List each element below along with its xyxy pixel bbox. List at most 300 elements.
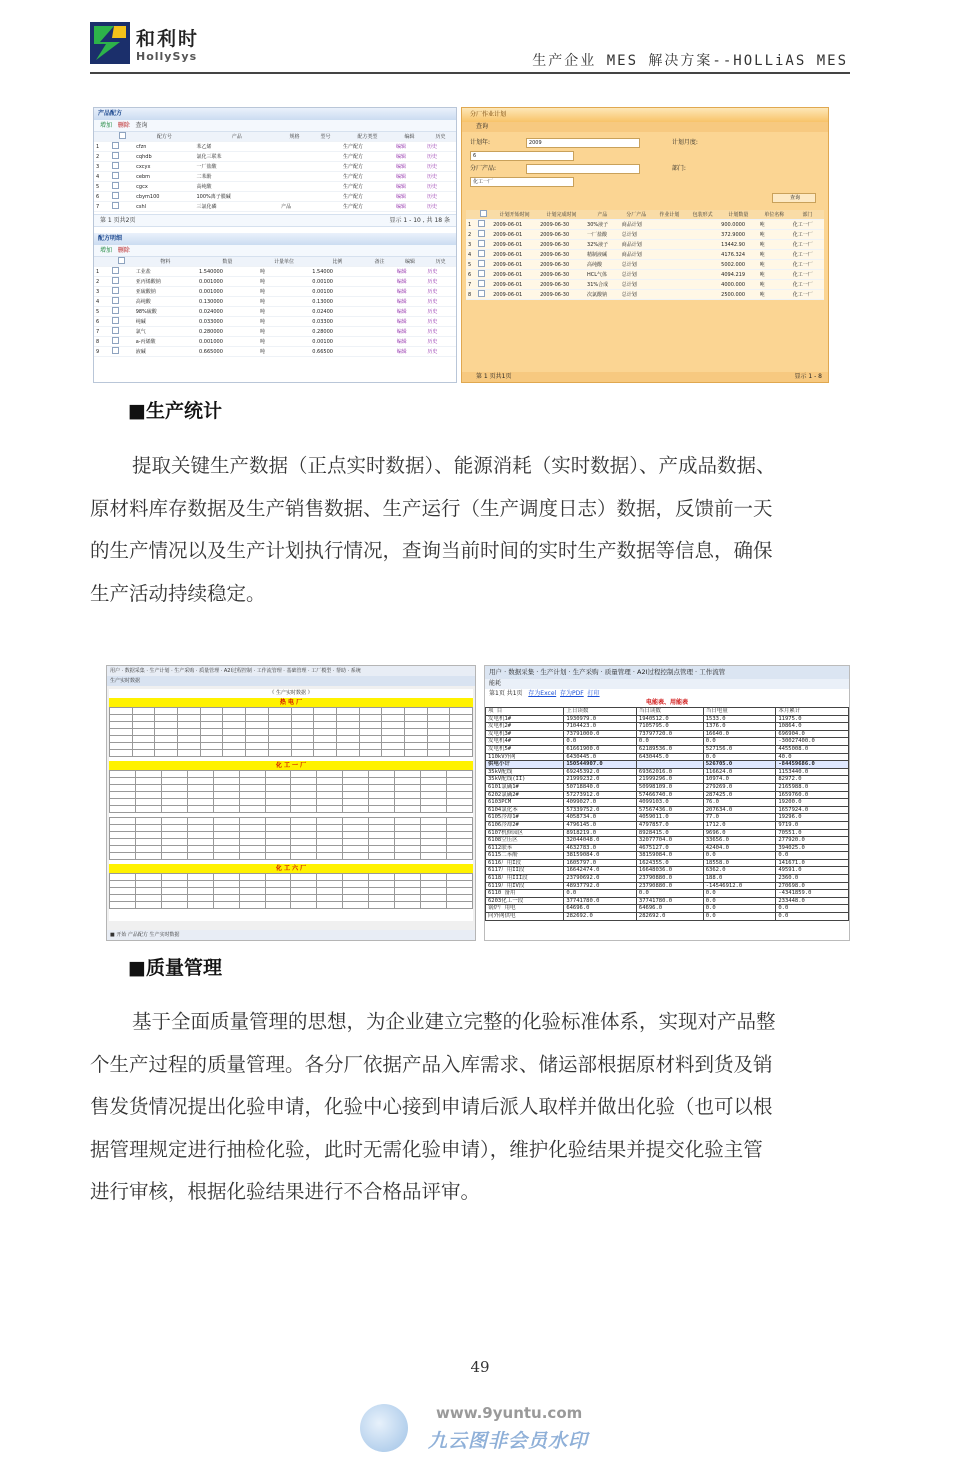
recipe-spec: [279, 172, 310, 182]
grid-cell: [200, 708, 223, 715]
grid-cell: [135, 846, 161, 853]
history-link[interactable]: 历史: [425, 202, 456, 212]
history-link[interactable]: 历史: [425, 182, 456, 192]
table-row[interactable]: [466, 280, 824, 290]
grid-row: [110, 729, 473, 736]
year-input[interactable]: 2009: [526, 138, 640, 148]
row-checkbox[interactable]: [110, 277, 134, 287]
recipe-model: [310, 182, 341, 192]
search-button[interactable]: 查询: [135, 122, 148, 129]
grid-cell: [291, 825, 317, 832]
edit-link[interactable]: 编辑: [395, 347, 426, 357]
main-menu[interactable]: 用户 · 数据采集 · 生产计划 · 生产采购 · 质量管理 · A2I过程控制 · 工作流管理 · 基础管理 · 工厂模型 · 帮助 · 系统: [107, 666, 475, 676]
row-checkbox[interactable]: [476, 280, 491, 290]
table-row[interactable]: [466, 290, 824, 300]
grid-cell: [450, 722, 473, 729]
grid-cell: [213, 771, 239, 778]
edit-link[interactable]: 编辑: [394, 162, 425, 172]
energy-value: 10864.0: [776, 723, 849, 731]
table-row[interactable]: [94, 172, 456, 182]
energy-value: 150544907.0: [564, 761, 637, 769]
table-row[interactable]: [94, 327, 456, 337]
table-row[interactable]: [94, 162, 456, 172]
material-unit: 吨: [258, 277, 310, 287]
row-checkbox[interactable]: [476, 270, 491, 280]
grid-row: [110, 736, 473, 743]
grid-cell: [317, 825, 343, 832]
table-row[interactable]: [466, 260, 824, 270]
table-row[interactable]: [94, 337, 456, 347]
grid-cell: [317, 888, 343, 895]
history-link[interactable]: 历史: [425, 297, 456, 307]
energy-value: 23790880.0: [636, 882, 703, 890]
energy-value: 40.0: [776, 753, 849, 761]
grid-cell: [239, 902, 265, 909]
grid-cell: [291, 750, 314, 757]
grid-cell: [291, 818, 317, 825]
grid-cell: [213, 881, 239, 888]
grid-cell: [213, 874, 239, 881]
history-link[interactable]: 历史: [425, 317, 456, 327]
grid-cell: [343, 778, 369, 785]
recipe-code: cqhdb: [134, 152, 194, 162]
grid-cell: [314, 722, 337, 729]
history-link[interactable]: 历史: [425, 152, 456, 162]
grid-cell: [268, 715, 291, 722]
row-checkbox[interactable]: [110, 317, 134, 327]
row-index: 5: [94, 307, 110, 317]
energy-value: 0.0: [636, 738, 703, 746]
paragraph-line: 售发货情况提出化验申请，化验中心接到申请后派人取样并做出化验（也可以根: [90, 1095, 773, 1118]
grid-cell: [110, 715, 133, 722]
row-checkbox[interactable]: [476, 220, 491, 230]
row-checkbox[interactable]: [110, 337, 134, 347]
plan-unit: 吨: [758, 250, 791, 260]
grid-row: [110, 785, 473, 792]
grid-cell: [343, 895, 369, 902]
grid-cell: [317, 895, 343, 902]
add-button[interactable]: 增加: [100, 247, 113, 254]
table-row[interactable]: [466, 220, 824, 230]
grid-cell: [239, 881, 265, 888]
grid-cell: [421, 806, 447, 813]
grid-cell: [223, 708, 246, 715]
table-row: [486, 768, 849, 776]
grid-cell: [291, 832, 317, 839]
plan-end: 2009-06-30: [538, 250, 585, 260]
edit-link[interactable]: 编辑: [394, 152, 425, 162]
grid-row: [110, 895, 473, 902]
grid-cell: [343, 832, 369, 839]
row-checkbox[interactable]: [110, 152, 134, 162]
col-header: 分厂产品: [620, 210, 653, 220]
grid-cell: [446, 771, 472, 778]
row-checkbox[interactable]: [476, 240, 491, 250]
grid-cell: [268, 750, 291, 757]
energy-value: 1153440.0: [776, 768, 849, 776]
col-header: 规格: [279, 132, 310, 142]
recipe-code: cebm: [134, 172, 194, 182]
grid-cell: [369, 818, 395, 825]
grid-cell: [291, 792, 317, 799]
row-checkbox[interactable]: [110, 182, 134, 192]
grid-cell: [246, 743, 269, 750]
material-unit: 吨: [258, 297, 310, 307]
grid-cell: [110, 818, 136, 825]
edit-link[interactable]: 编辑: [395, 297, 426, 307]
energy-item: 6118厂用III段: [486, 875, 564, 883]
grid-cell: [395, 874, 421, 881]
taskbar[interactable]: ■ 开始 产品配方 生产实时数据: [107, 930, 475, 940]
table-row[interactable]: [94, 317, 456, 327]
month-input[interactable]: 6: [470, 151, 574, 161]
grid-cell: [213, 799, 239, 806]
table-row[interactable]: [94, 287, 456, 297]
grid-cell: [110, 771, 136, 778]
material-ratio: 0.00100: [310, 287, 364, 297]
table-row[interactable]: [466, 240, 824, 250]
row-checkbox[interactable]: [476, 260, 491, 270]
pager-info: 显示 1 - 8: [794, 373, 822, 380]
grid-row: [110, 846, 473, 853]
grid-cell: [343, 771, 369, 778]
energy-value: 1930979.0: [564, 715, 637, 723]
grid-cell: [265, 825, 291, 832]
grid-cell: [110, 895, 136, 902]
edit-link[interactable]: 编辑: [394, 192, 425, 202]
grid-row: [110, 902, 473, 909]
paragraph-line: 生产活动持续稳定。: [90, 581, 266, 605]
plan-factory-product: 商品计划: [620, 250, 653, 260]
table-row: [486, 761, 849, 769]
table-row[interactable]: [94, 182, 456, 192]
history-link[interactable]: 历史: [425, 287, 456, 297]
add-button[interactable]: 增加: [100, 122, 113, 129]
delete-button[interactable]: 删除: [117, 247, 130, 254]
material-unit: 吨: [258, 307, 310, 317]
grid-cell: [110, 743, 133, 750]
col-header: 配方号: [134, 132, 194, 142]
grid-cell: [223, 743, 246, 750]
edit-link[interactable]: 编辑: [395, 267, 426, 277]
grid-cell: [343, 888, 369, 895]
table-row[interactable]: [466, 270, 824, 280]
grid-cell: [404, 722, 427, 729]
grid-cell: [421, 792, 447, 799]
grid-cell: [161, 902, 187, 909]
query-button[interactable]: 查询: [772, 193, 816, 203]
row-checkbox[interactable]: [476, 230, 491, 240]
tab-energy[interactable]: 能耗: [485, 679, 849, 689]
table-row[interactable]: [94, 192, 456, 202]
row-checkbox[interactable]: [110, 297, 134, 307]
energy-value: 527156.0: [703, 745, 776, 753]
col-header: 计划完成时间: [538, 210, 585, 220]
grid-cell: [369, 778, 395, 785]
recipe-model: [310, 152, 341, 162]
row-index: 3: [94, 287, 110, 297]
grid-cell: [317, 771, 343, 778]
row-index: 1: [94, 142, 110, 152]
grid-cell: [135, 799, 161, 806]
plan-factory-product: 总计划: [620, 260, 653, 270]
table-row[interactable]: [94, 347, 456, 357]
plan-start: 2009-06-01: [491, 220, 538, 230]
energy-item: 6119厂用IV段: [486, 882, 564, 890]
section-paragraph-quality: [90, 1001, 852, 1214]
plan-dept: 化工一厂: [791, 270, 824, 280]
material-ratio: 0.28000: [310, 327, 364, 337]
grid-cell: [291, 729, 314, 736]
grid-cell: [110, 825, 136, 832]
energy-value: 38159084.0: [636, 852, 703, 860]
grid-cell: [446, 832, 472, 839]
material-name: 98%硫酸: [134, 307, 197, 317]
row-checkbox[interactable]: [476, 290, 491, 300]
table-row[interactable]: [94, 267, 456, 277]
edit-link[interactable]: 编辑: [395, 277, 426, 287]
recipe-model: [310, 142, 341, 152]
energy-value: 233448.0: [776, 897, 849, 905]
grid-cell: [421, 839, 447, 846]
edit-link[interactable]: 编辑: [394, 142, 425, 152]
energy-item: 6117厂用II段: [486, 867, 564, 875]
grid-cell: [187, 799, 213, 806]
grid-cell: [404, 729, 427, 736]
product-input[interactable]: [526, 164, 640, 174]
grid-cell: [395, 881, 421, 888]
row-index: 6: [466, 270, 476, 280]
edit-link[interactable]: 编辑: [395, 337, 426, 347]
delete-button[interactable]: 删除: [117, 122, 130, 129]
grid-cell: [265, 874, 291, 881]
col-index: [466, 210, 476, 220]
grid-cell: [446, 846, 472, 853]
tab-realtime-data[interactable]: 生产实时数据: [107, 676, 475, 686]
energy-value: 16640.0: [703, 730, 776, 738]
grid-cell: [110, 846, 136, 853]
pager-info: 显示 1 - 10 , 共 18 条: [389, 217, 450, 224]
recipe-code: cfzn: [134, 142, 194, 152]
pager-text[interactable]: 第 1 页共1页: [476, 373, 512, 380]
grid-cell: [110, 750, 133, 757]
row-checkbox[interactable]: [110, 347, 134, 357]
grid-cell: [135, 778, 161, 785]
grid-cell: [110, 722, 133, 729]
table-row[interactable]: [94, 152, 456, 162]
energy-value: 282692.0: [636, 913, 703, 921]
col-header: 作业计划: [653, 210, 686, 220]
row-checkbox[interactable]: [110, 267, 134, 277]
grid-cell: [343, 792, 369, 799]
plan-qty: 4000.000: [719, 280, 757, 290]
material-note: [364, 267, 395, 277]
history-link[interactable]: 历史: [425, 172, 456, 182]
row-checkbox[interactable]: [110, 287, 134, 297]
pager-text[interactable]: 第 1 页共2页: [100, 217, 136, 224]
grid-row: [110, 888, 473, 895]
table-row[interactable]: [94, 142, 456, 152]
edit-link[interactable]: 编辑: [395, 327, 426, 337]
grid-cell: [239, 874, 265, 881]
energy-report-title: 电能表、用能表: [645, 699, 688, 706]
history-link[interactable]: 历史: [425, 327, 456, 337]
history-link[interactable]: 历史: [425, 192, 456, 202]
grid-cell: [161, 818, 187, 825]
col-header: 单位名称: [758, 210, 791, 220]
grid-cell: [421, 902, 447, 909]
grid-cell: [161, 839, 187, 846]
col-header: 比例: [310, 257, 364, 267]
row-checkbox[interactable]: [110, 327, 134, 337]
grid-cell: [314, 750, 337, 757]
table-row: [486, 799, 849, 807]
grid-cell: [395, 839, 421, 846]
table-row: [486, 791, 849, 799]
material-unit: 吨: [258, 287, 310, 297]
energy-value: 7105795.0: [636, 723, 703, 731]
grid-cell: [265, 818, 291, 825]
energy-item: 6106冷却2#: [486, 821, 564, 829]
grid-cell: [265, 846, 291, 853]
grid-cell: [291, 881, 317, 888]
history-link[interactable]: 历史: [425, 307, 456, 317]
logo-english-name: HollySys: [136, 50, 198, 63]
grid-cell: [291, 799, 317, 806]
grid-cell: [382, 743, 405, 750]
grid-cell: [200, 750, 223, 757]
detail-toolbar: [94, 245, 456, 257]
history-link[interactable]: 历史: [425, 277, 456, 287]
row-index: 4: [94, 297, 110, 307]
table-row[interactable]: [94, 277, 456, 287]
edit-link[interactable]: 编辑: [394, 182, 425, 192]
grid-cell: [369, 839, 395, 846]
edit-link[interactable]: 编辑: [395, 317, 426, 327]
material-unit: 吨: [258, 327, 310, 337]
energy-value: 50718840.0: [564, 783, 637, 791]
grid-cell: [110, 778, 136, 785]
row-checkbox[interactable]: [110, 202, 134, 212]
energy-value: 0.0: [776, 913, 849, 921]
grid-cell: [314, 736, 337, 743]
energy-value: 4796145.0: [564, 821, 637, 829]
energy-value: 1657924.0: [776, 806, 849, 814]
energy-value: 188.0: [703, 875, 776, 883]
grid-cell: [246, 715, 269, 722]
grid-cell: [369, 806, 395, 813]
row-checkbox[interactable]: [110, 192, 134, 202]
row-checkbox[interactable]: [110, 142, 134, 152]
energy-value: -14546912.0: [703, 882, 776, 890]
edit-link[interactable]: 编辑: [395, 287, 426, 297]
row-checkbox[interactable]: [110, 307, 134, 317]
grid-cell: [421, 771, 447, 778]
table-row[interactable]: [466, 250, 824, 260]
grid-cell: [395, 818, 421, 825]
energy-item: 6104氯化苯: [486, 806, 564, 814]
report-title: 《 生产实时数据 》: [269, 690, 313, 696]
plan-dept: 化工一厂: [791, 220, 824, 230]
material-unit: 吨: [258, 337, 310, 347]
grid-cell: [404, 736, 427, 743]
material-ratio: 0.02400: [310, 307, 364, 317]
export-pdf-link[interactable]: 存为PDF: [560, 690, 584, 697]
grid-cell: [213, 778, 239, 785]
dept-label: 部门:: [671, 165, 686, 172]
grid-cell: [343, 902, 369, 909]
grid-cell: [135, 853, 161, 860]
history-link[interactable]: 历史: [425, 337, 456, 347]
material-qty: 0.001000: [197, 287, 258, 297]
material-name: a-丙烯酸: [134, 337, 197, 347]
grid-cell: [246, 736, 269, 743]
energy-item: 35kV配线: [486, 768, 564, 776]
row-checkbox[interactable]: [476, 250, 491, 260]
print-link[interactable]: 打印: [587, 690, 600, 697]
grid-cell: [395, 785, 421, 792]
grid-cell: [314, 708, 337, 715]
col-header: 上日读数: [564, 708, 637, 716]
plan-package: [686, 250, 719, 260]
grid-cell: [265, 881, 291, 888]
grid-cell: [317, 902, 343, 909]
grid-cell: [343, 839, 369, 846]
grid-cell: [161, 799, 187, 806]
history-link[interactable]: 历史: [425, 142, 456, 152]
detail-table-header: [94, 257, 456, 267]
material-qty: 0.001000: [197, 337, 258, 347]
plan-end: 2009-06-30: [538, 220, 585, 230]
energy-value: 1659760.0: [776, 791, 849, 799]
grid-cell: [291, 778, 317, 785]
table-row[interactable]: [94, 297, 456, 307]
plan-start: 2009-06-01: [491, 230, 538, 240]
edit-link[interactable]: 编辑: [394, 202, 425, 212]
grid-cell: [155, 722, 178, 729]
grid-cell: [450, 736, 473, 743]
grid-cell: [369, 888, 395, 895]
grid-cell: [161, 825, 187, 832]
grid-cell: [178, 750, 201, 757]
row-checkbox[interactable]: [110, 162, 134, 172]
material-name: 液碱: [134, 347, 197, 357]
row-index: 5: [466, 260, 476, 270]
plan-qty: 2500.000: [719, 290, 757, 300]
query-tab[interactable]: 查询: [462, 122, 828, 132]
history-link[interactable]: 历史: [425, 162, 456, 172]
row-checkbox[interactable]: [110, 172, 134, 182]
energy-value: 207634.0: [703, 806, 776, 814]
main-menu[interactable]: 用户 · 数据采集 · 生产计划 · 生产采购 · 质量管理 · A2I过程控制点管理 · 工作流管: [485, 666, 849, 679]
grid-cell: [132, 715, 155, 722]
grid-cell: [359, 743, 382, 750]
history-link[interactable]: 历史: [425, 347, 456, 357]
edit-link[interactable]: 编辑: [395, 307, 426, 317]
grid-cell: [265, 839, 291, 846]
table-row[interactable]: [94, 202, 456, 212]
grid-cell: [187, 832, 213, 839]
table-row[interactable]: [94, 307, 456, 317]
edit-link[interactable]: 编辑: [394, 172, 425, 182]
table-row[interactable]: [466, 230, 824, 240]
dept-select[interactable]: 化工一厂: [470, 177, 574, 187]
grid-cell: [161, 846, 187, 853]
recipe-table-header: [94, 132, 456, 142]
col-check: [476, 210, 491, 220]
export-excel-link[interactable]: 存为Excel: [528, 690, 557, 697]
history-link[interactable]: 历史: [425, 267, 456, 277]
